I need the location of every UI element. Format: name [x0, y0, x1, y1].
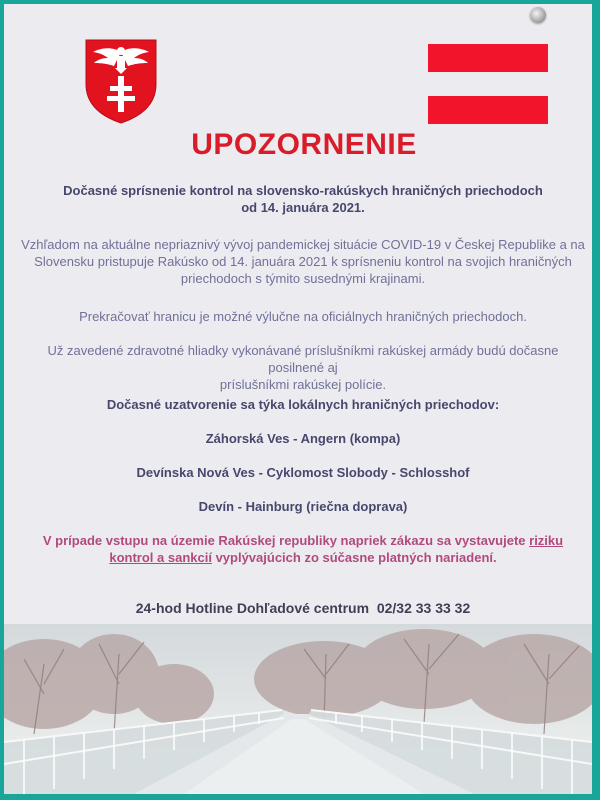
warning-part: vyplývajúcich zo súčasne platných nariadení.	[211, 550, 497, 565]
paragraph-line: Vzhľadom na aktuálne nepriaznivý vývoj pandemickej situácie COVID-19 v Českej Republike a na	[21, 237, 585, 252]
hotline-text: 24-hod Hotline Dohľadové centrum 02/32 33 33 32	[135, 600, 471, 616]
paragraph-line: príslušníkmi rakúskej polície.	[219, 377, 387, 392]
paragraph-line: Prekračovať hranicu je možné výlučne na oficiálnych hraničných priechodoch.	[79, 309, 527, 324]
notice-heading: UPOZORNENIE	[191, 128, 417, 161]
subtitle-line: Dočasné sprísnenie kontrol na slovensko-rakúskych hraničných priechodoch	[63, 183, 543, 198]
subtitle-line: od 14. januára 2021.	[241, 200, 365, 215]
warning-text	[18, 532, 588, 566]
coat-of-arms-icon	[84, 38, 158, 124]
warning-link-sanctions: kontrol a sankcií	[109, 550, 212, 565]
bridge-photo	[4, 624, 592, 794]
paragraph-covid	[18, 236, 588, 287]
warning-line	[18, 532, 588, 549]
warning-line	[18, 549, 588, 566]
paragraph-line: Slovensku pristupuje Rakúsko od 14. januára 2021 k sprísneniu kontrol na svojich hraničných	[34, 254, 572, 269]
crossing-item: Devínska Nová Ves - Cyklomost Slobody - Schlosshof	[136, 465, 470, 480]
paragraph-health-patrols	[18, 342, 588, 393]
notice-sheet	[4, 4, 592, 794]
notice-subtitle	[18, 182, 588, 216]
flag-red-stripe-top	[428, 44, 548, 72]
warning-link-risk: riziku	[529, 533, 564, 548]
crossing-item: Záhorská Ves - Angern (kompa)	[205, 431, 401, 446]
flag-red-stripe-bottom	[428, 96, 548, 124]
bridge-photo-illustration	[4, 624, 592, 794]
warning-part: V prípade vstupu na územie Rakúskej republiky napriek zákazu sa vystavujete	[42, 533, 530, 548]
thumbtack-icon	[530, 7, 546, 23]
crossing-item: Devín - Hainburg (riečna doprava)	[198, 499, 408, 514]
paragraph-official-crossings	[18, 308, 588, 325]
paragraph-line: priechodoch s týmito susednými krajinami.	[180, 271, 426, 286]
paragraph-line: Už zavedené zdravotné hliadky vykonávané príslušníkmi rakúskej armády budú dočasne posilnené aj	[47, 343, 559, 375]
closure-heading: Dočasné uzatvorenie sa týka lokálnych hraničných priechodov:	[106, 397, 500, 412]
